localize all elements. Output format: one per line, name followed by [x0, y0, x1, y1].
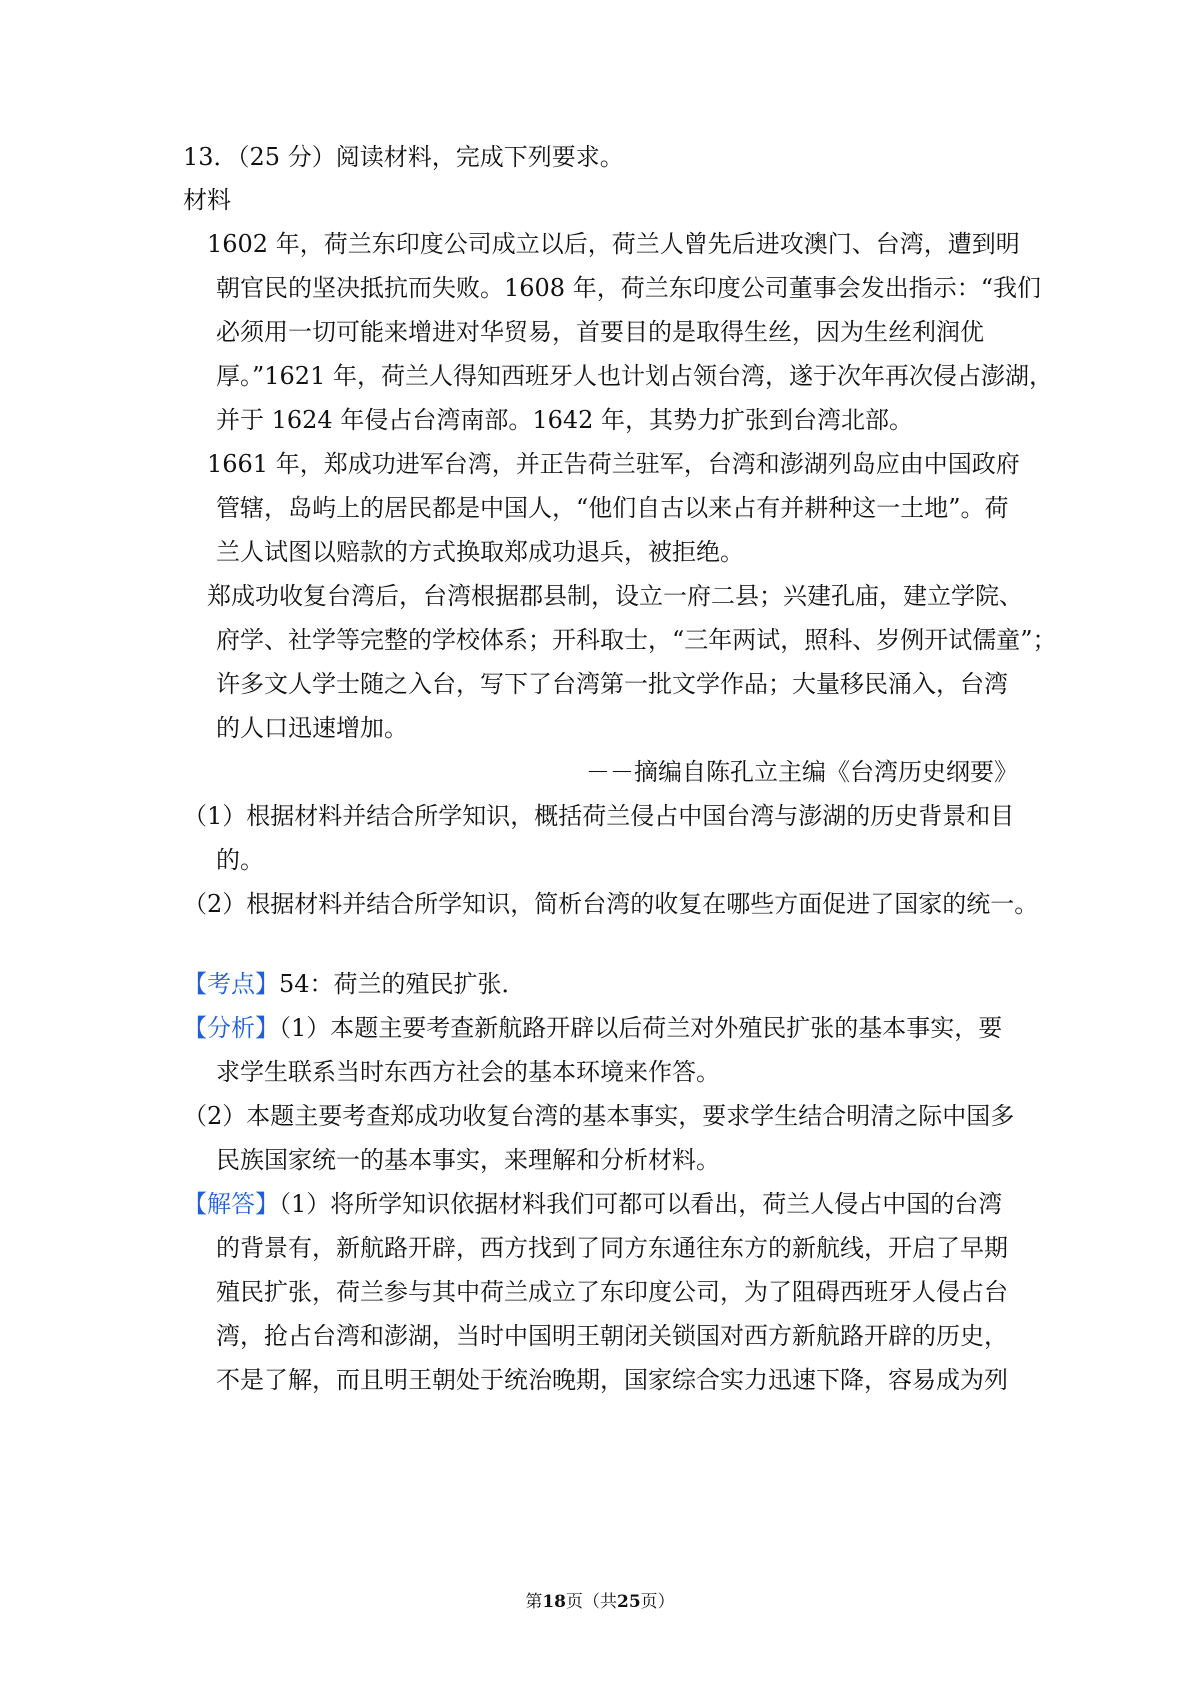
- material-line: 1661 年，郑成功进军台湾，并正告荷兰驻军，台湾和澎湖列岛应由中国政府: [207, 450, 1020, 478]
- kaodian-label: 【考点】: [183, 970, 279, 998]
- jieda-line: 不是了解，而且明王朝处于统治晚期，国家综合实力迅速下降，容易成为列: [216, 1366, 1008, 1394]
- fenxi-label: 【分析】: [183, 1014, 279, 1042]
- fenxi2-line: 民族国家统一的基本事实，来理解和分析材料。: [216, 1146, 720, 1174]
- question-header: 13．（25 分）阅读材料，完成下列要求。: [183, 143, 624, 171]
- material-line: 厚。”1621 年，荷兰人得知西班牙人也计划占领台湾，遂于次年再次侵占澎湖，: [216, 362, 1053, 390]
- material-line: 1602 年，荷兰东印度公司成立以后，荷兰人曾先后进攻澳门、台湾，遭到明: [207, 230, 1020, 258]
- jieda-row: [183, 1188, 1002, 1220]
- material-line: 府学、社学等完整的学校体系；开科取士，“三年两试，照科、岁例开试儒童”；: [216, 626, 1057, 654]
- footer-total-pages: 25: [617, 1592, 641, 1612]
- kaodian-row: [183, 968, 526, 1000]
- material-line: 朝官民的坚决抵抗而失败。1608 年，荷兰东印度公司董事会发出指示：“我们: [216, 274, 1041, 302]
- material-line: 并于 1624 年侵占台湾南部。1642 年，其势力扩张到台湾北部。: [216, 406, 914, 434]
- fenxi-line: （1）本题主要考查新航路开辟以后荷兰对外殖民扩张的基本事实，要: [279, 1014, 1003, 1042]
- footer-middle: 页（共: [566, 1592, 617, 1612]
- material-source: －－摘编自陈孔立主编《台湾历史纲要》: [586, 758, 1018, 786]
- sub-question-1-cont: 的。: [216, 846, 264, 874]
- material-line: 郑成功收复台湾后，台湾根据郡县制，设立一府二县；兴建孔庙，建立学院、: [207, 582, 1023, 610]
- material-label: 材料: [183, 186, 231, 214]
- kaodian-text: 54：荷兰的殖民扩张．: [279, 970, 526, 998]
- footer-page-number: 18: [542, 1592, 566, 1612]
- jieda-line: 的背景有，新航路开辟，西方找到了同方东通往东方的新航线，开启了早期: [216, 1234, 1008, 1262]
- footer-suffix: 页）: [640, 1592, 675, 1612]
- jieda-line: （1）将所学知识依据材料我们可都可以看出，荷兰人侵占中国的台湾: [279, 1190, 1003, 1218]
- jieda-label: 【解答】: [183, 1190, 279, 1218]
- fenxi-row: [183, 1012, 1002, 1044]
- material-line: 许多文人学士随之入台，写下了台湾第一批文学作品；大量移民涌入，台湾: [216, 670, 1008, 698]
- fenxi-line: 求学生联系当时东西方社会的基本环境来作答。: [216, 1058, 720, 1086]
- sub-question-2: （2）根据材料并结合所学知识，简析台湾的收复在哪些方面促进了国家的统一。: [183, 890, 1039, 918]
- jieda-line: 殖民扩张，荷兰参与其中荷兰成立了东印度公司，为了阻碍西班牙人侵占台: [216, 1278, 1008, 1306]
- page-footer: [0, 1590, 1200, 1614]
- material-line: 的人口迅速增加。: [216, 714, 408, 742]
- sub-question-1: （1）根据材料并结合所学知识，概括荷兰侵占中国台湾与澎湖的历史背景和目: [183, 802, 1015, 830]
- material-line: 管辖，岛屿上的居民都是中国人，“他们自古以来占有并耕种这一土地”。荷: [216, 494, 1009, 522]
- fenxi2-line: （2）本题主要考查郑成功收复台湾的基本事实，要求学生结合明清之际中国多: [183, 1102, 1015, 1130]
- material-line: 兰人试图以赔款的方式换取郑成功退兵，被拒绝。: [216, 538, 744, 566]
- material-line: 必须用一切可能来增进对华贸易，首要目的是取得生丝，因为生丝利润优: [216, 318, 984, 346]
- jieda-line: 湾，抢占台湾和澎湖，当时中国明王朝闭关锁国对西方新航路开辟的历史，: [216, 1322, 1008, 1350]
- footer-prefix: 第: [525, 1592, 543, 1612]
